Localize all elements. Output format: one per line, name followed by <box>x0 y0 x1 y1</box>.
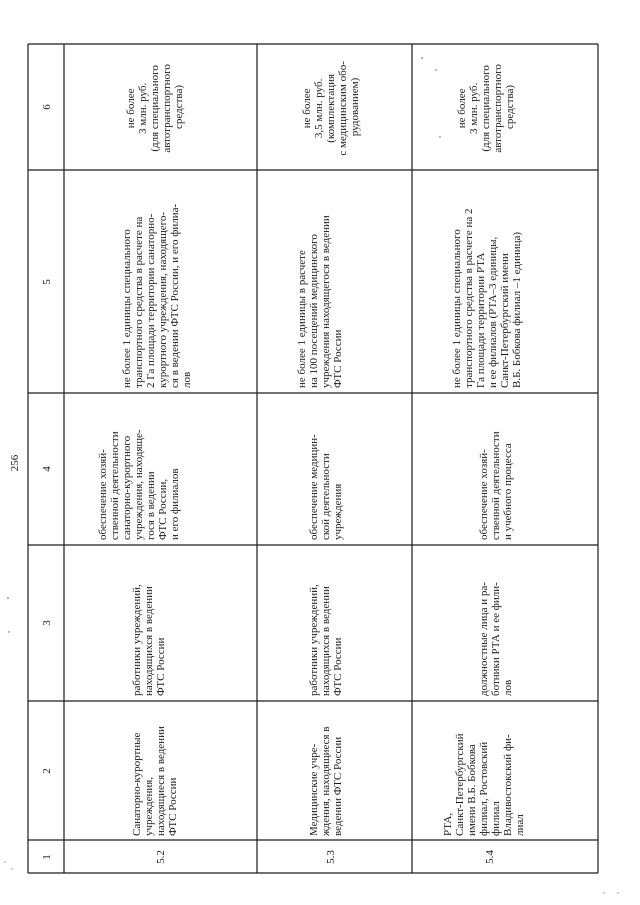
cell-5-4-staff: должностные лица и ра- ботники РТА и ее фили- лов <box>478 582 514 696</box>
cell-5-3-staff: работники учреждений, находящихся в ведении ФТС России <box>308 584 344 696</box>
column-header-1: 1 <box>41 854 53 860</box>
cell-5-3-quantity: не более 1 единицы в расчете на 100 посещений медицинского учреждения находящегося в ведении ФТС России <box>296 215 344 388</box>
cell-5-2-institution: Санаторно-курортные учреждения, находящиеся в ведении ФТС России <box>131 726 179 836</box>
row-numbers <box>155 850 496 864</box>
cell-5-3-institution: Медицинские учре- ждения, находящиеся в ведении ФТС России <box>308 726 344 836</box>
column-headers <box>41 104 53 860</box>
cell-5-3-price: не более 3,5 млн. руб. (комплектация с медицинским обо- рудованием) <box>301 61 361 156</box>
row-5-2 <box>97 61 193 836</box>
column-header-5: 5 <box>41 279 53 285</box>
row-number-5-2: 5.2 <box>155 850 167 864</box>
row-5-3 <box>296 58 361 837</box>
cell-5-2-purpose: обеспечение хозяй- ственной деятельности санаторно-курортного учреждения, находяще- гося в ведении ФТС России, и его филиалов <box>97 429 181 540</box>
column-header-4: 4 <box>41 466 53 472</box>
cell-5-3-purpose: обеспечение медицин- ской деятельности учреждения <box>308 434 344 540</box>
column-header-3: 3 <box>41 620 53 626</box>
page-number: 256 <box>9 454 21 472</box>
cell-5-2-quantity: не более 1 единицы специального транспортного средства в расчете на 2 Га площади территории санаторно- курортного учреждения, находящего- ся в ведении ФТС России, и его филиа- лов <box>121 203 193 388</box>
cell-5-4-price: не более 3 млн. руб. (для специального автотранспортного средства) <box>456 64 516 153</box>
row-number-5-4: 5.4 <box>484 850 496 864</box>
cell-5-4-institution: РТА, Санкт-Петербургский имени В.Б. Бобкова филиал, Ростовский филиал Владивостокский фи- лиал <box>442 733 526 836</box>
cell-5-4-quantity: не более 1 единицы специального транспортного средства в расчете на 2 Га площади территории РТА и ее филиалов (РТА–3 единицы, Санкт-Петербургский имени В.Б. Бобкова филиал –1 единица) <box>451 208 523 388</box>
cell-5-2-price: не более 3 млн. руб. (для специального автотранспортного средства) <box>125 64 185 153</box>
row-5-4 <box>442 61 526 836</box>
column-header-6: 6 <box>41 104 53 110</box>
cell-5-4-purpose: обеспечение хозяй- ственной деятельности и учебного процесса <box>478 431 514 540</box>
row-number-5-3: 5.3 <box>325 850 337 864</box>
column-header-2: 2 <box>41 768 53 774</box>
cell-5-2-staff: работники учреждений, находящихся в ведении ФТС России <box>131 584 167 696</box>
